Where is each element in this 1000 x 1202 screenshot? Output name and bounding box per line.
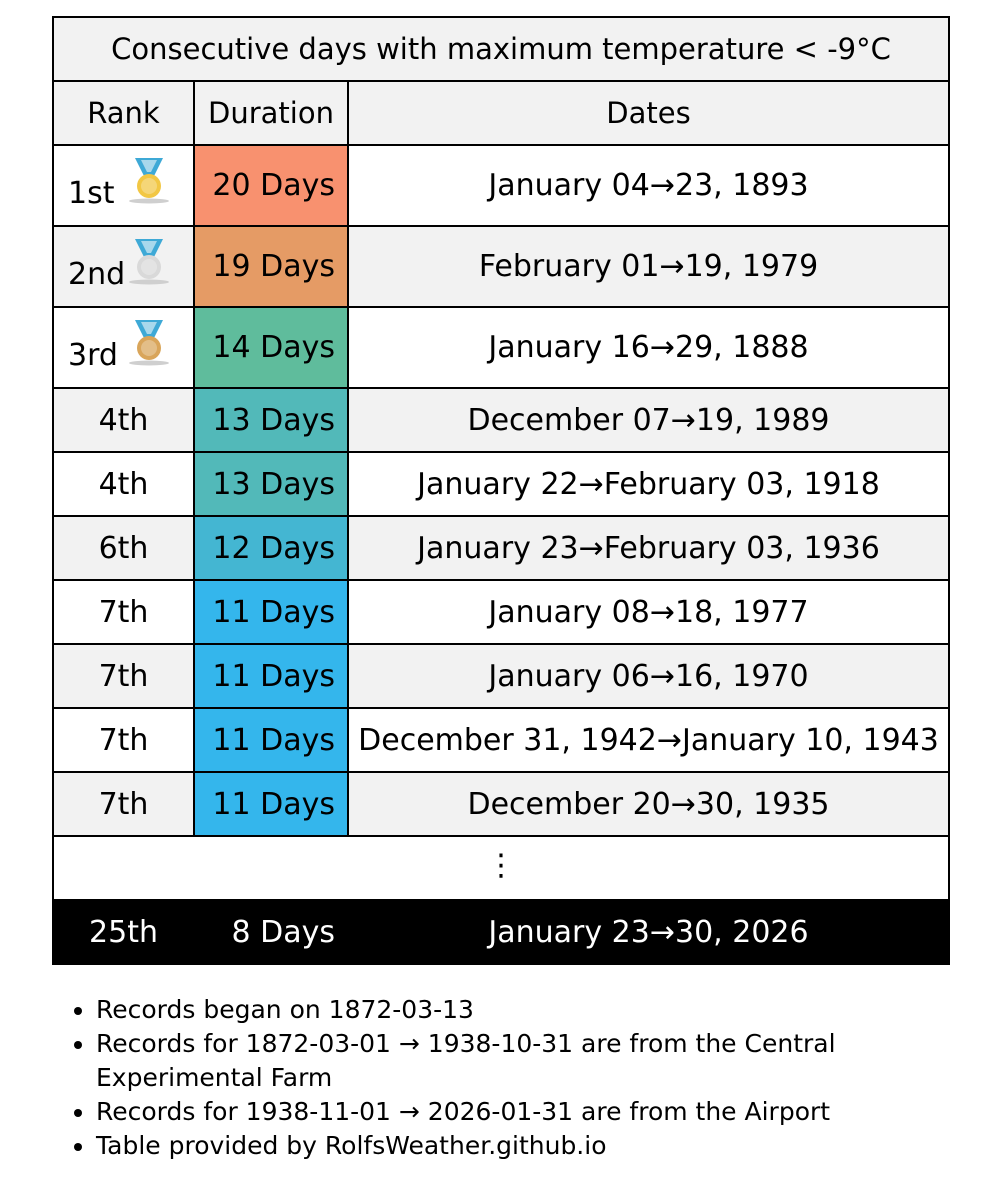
- duration-cell: 11 Days: [194, 580, 348, 644]
- duration-cell: 14 Days: [194, 307, 348, 388]
- duration-cell: 11 Days: [194, 772, 348, 836]
- ellipsis-row: [53, 836, 949, 900]
- rank-cell: [53, 516, 194, 580]
- records-table: [52, 16, 950, 965]
- rank-cell: [53, 452, 194, 516]
- current-dates-cell: January 23→30, 2026: [348, 900, 949, 964]
- table-row: [53, 307, 949, 388]
- current-rank-cell: 25th: [53, 900, 194, 964]
- note-item: • Records for 1872-03-01 → 1938-10-31 are from the Central Experimental Farm: [96, 1027, 948, 1095]
- rank-label: 3rd: [68, 338, 118, 373]
- rank-label: 4th: [98, 402, 149, 438]
- current-row: [53, 900, 949, 964]
- duration-cell: 13 Days: [194, 452, 348, 516]
- rank-cell: [53, 388, 194, 452]
- rank-label: 2nd: [68, 257, 126, 292]
- dates-cell: January 06→16, 1970: [348, 644, 949, 708]
- table-header-row: [53, 81, 949, 145]
- table-row: [53, 388, 949, 452]
- header-rank: Rank: [53, 81, 194, 145]
- table-title-row: [53, 17, 949, 81]
- table-row: [53, 516, 949, 580]
- rank-cell: [53, 580, 194, 644]
- notes-list: [52, 993, 948, 1163]
- rank-label: 7th: [98, 722, 149, 758]
- dates-cell: January 16→29, 1888: [348, 307, 949, 388]
- note-item: • Records began on 1872-03-13: [96, 993, 948, 1027]
- table-row: [53, 580, 949, 644]
- rank-cell: [53, 145, 194, 226]
- rank-cell: [53, 644, 194, 708]
- gold-medal-icon: [126, 156, 172, 206]
- dates-cell: January 23→February 03, 1936: [348, 516, 949, 580]
- table-row: [53, 644, 949, 708]
- rank-label: 1st: [68, 176, 115, 211]
- dates-cell: December 07→19, 1989: [348, 388, 949, 452]
- bronze-medal-icon: [126, 318, 172, 368]
- table-row: [53, 452, 949, 516]
- rank-label: 6th: [98, 530, 149, 566]
- note-item: • Table provided by RolfsWeather.github.io: [96, 1129, 948, 1163]
- ellipsis-cell: [53, 836, 949, 900]
- table-title: Consecutive days with maximum temperature < -9°C: [53, 17, 949, 81]
- records-container: [52, 16, 948, 1163]
- rank-label: 4th: [98, 466, 149, 502]
- dates-cell: February 01→19, 1979: [348, 226, 949, 307]
- duration-cell: 11 Days: [194, 708, 348, 772]
- duration-cell: 20 Days: [194, 145, 348, 226]
- duration-cell: 13 Days: [194, 388, 348, 452]
- rank-cell: [53, 307, 194, 388]
- rank-label: 7th: [98, 658, 149, 694]
- rank-label: 7th: [98, 786, 149, 822]
- duration-cell: 11 Days: [194, 644, 348, 708]
- ellipsis-glyph: ⋮: [486, 848, 516, 883]
- note-item: • Records for 1938-11-01 → 2026-01-31 are from the Airport: [96, 1095, 948, 1129]
- rank-cell: [53, 226, 194, 307]
- dates-cell: January 08→18, 1977: [348, 580, 949, 644]
- current-duration-cell: 8 Days: [194, 900, 348, 964]
- dates-cell: December 20→30, 1935: [348, 772, 949, 836]
- rank-cell: [53, 772, 194, 836]
- dates-cell: December 31, 1942→January 10, 1943: [348, 708, 949, 772]
- table-row: [53, 145, 949, 226]
- dates-cell: January 22→February 03, 1918: [348, 452, 949, 516]
- duration-cell: 12 Days: [194, 516, 348, 580]
- rank-cell: [53, 708, 194, 772]
- rank-label: 7th: [98, 594, 149, 630]
- dates-cell: January 04→23, 1893: [348, 145, 949, 226]
- table-row: [53, 708, 949, 772]
- duration-cell: 19 Days: [194, 226, 348, 307]
- header-dates: Dates: [348, 81, 949, 145]
- table-row: [53, 226, 949, 307]
- silver-medal-icon: [126, 237, 172, 287]
- table-row: [53, 772, 949, 836]
- header-duration: Duration: [194, 81, 348, 145]
